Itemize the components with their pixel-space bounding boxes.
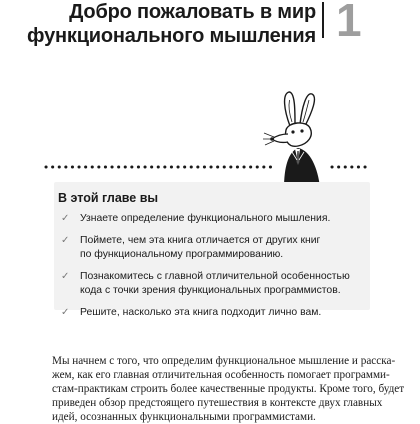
dotted-separator-right [330, 163, 372, 171]
list-item-text-line: по функциональному программированию. [80, 249, 284, 260]
check-icon: ✓ [61, 213, 70, 224]
list-item-text: Решите, насколько эта книга подходит лично вам. [80, 307, 322, 318]
list-item-text-line: Познакомитесь с главной отличительной особенностью [80, 271, 350, 282]
rabbit-mascot-illustration [262, 88, 334, 188]
list-item [58, 306, 358, 320]
list-item-text-line: Поймете, чем эта книга отличается от других книг [80, 235, 321, 246]
list-item [58, 270, 358, 298]
paragraph-line: идей, осознанных функциональными программистами. [52, 411, 316, 423]
paragraph-line: жем, как его главная отличительная особенность помогает программи- [52, 369, 390, 381]
list-item [58, 212, 358, 226]
check-icon: ✓ [61, 307, 70, 318]
chapter-title-line-2: функционального мышления [27, 25, 316, 47]
dotted-separator [44, 163, 274, 171]
check-icon: ✓ [61, 235, 70, 246]
list-item-text-line: кода с точки зрения функциональных программистов. [80, 285, 341, 296]
chapter-number: 1 [336, 0, 362, 46]
intro-paragraph [52, 354, 405, 424]
paragraph-line: приведен обзор предстоящего путешествия в контексте двух главных [52, 397, 383, 409]
chapter-title [27, 0, 316, 48]
chapter-title-line-1: Добро пожаловать в мир [69, 1, 316, 23]
chapter-goals-heading: В этой главе вы [58, 191, 159, 205]
chapter-goals-list [58, 212, 358, 328]
list-item [58, 234, 358, 262]
paragraph-line: стам-практикам строить более качественные продукты. Кроме того, будет [52, 383, 405, 395]
check-icon: ✓ [61, 271, 70, 282]
title-divider [322, 2, 324, 38]
list-item-text: Узнаете определение функционального мышления. [80, 213, 331, 224]
paragraph-line: Мы начнем с того, что определим функциональное мышление и расска- [52, 355, 396, 367]
